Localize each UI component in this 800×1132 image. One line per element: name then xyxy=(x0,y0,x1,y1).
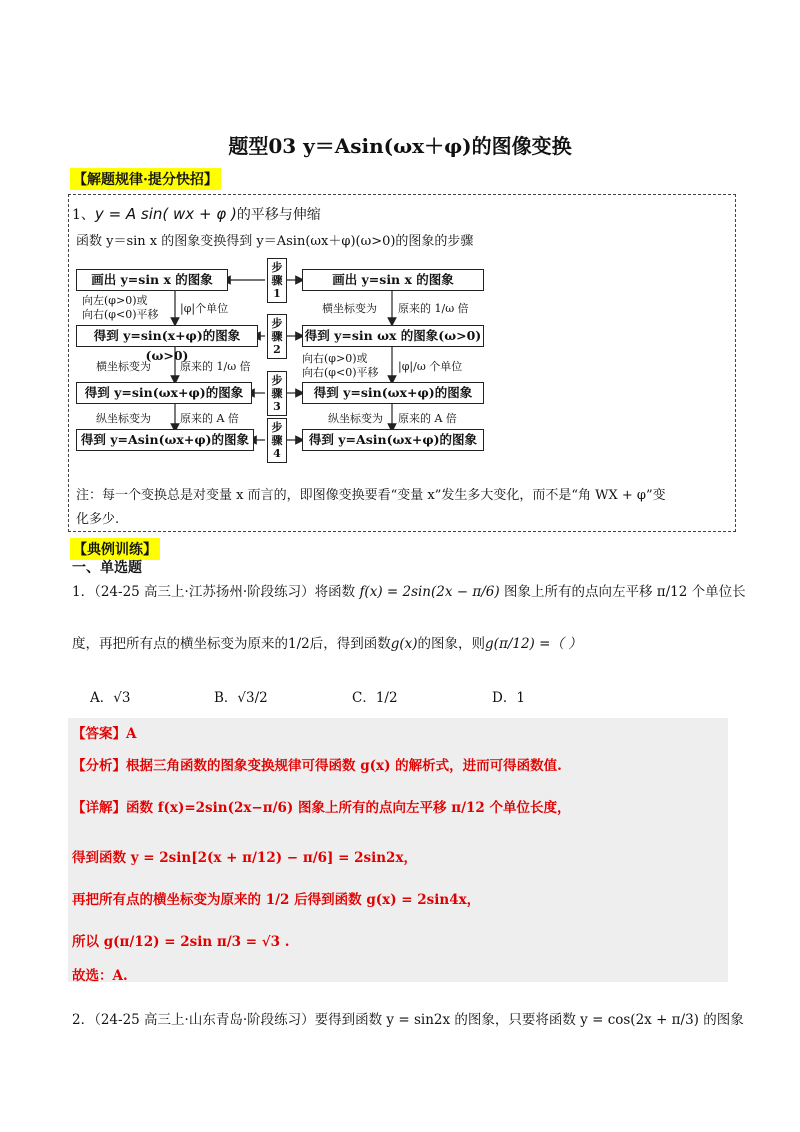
right-arrow3-amount: 原来的 A 倍 xyxy=(398,412,457,425)
left-arrow3-label: 纵坐标变为 xyxy=(96,412,151,425)
detail-line2: 得到函数 y = 2sin[2(x + π/12) − π/6] = 2sin2x， xyxy=(72,850,418,866)
summary-note-line1: 注：每一个变换总是对变量 x 而言的，即图像变换要看“变量 x”发生多大变化，而不是“角 WX + φ”变 xyxy=(76,488,666,503)
detail-line1: 【详解】函数 f(x)=2sin(2x−π/6) 图象上所有的点向左平移 π/12 个单位长度， xyxy=(72,800,571,816)
formula: y = A sin( wx + φ ) xyxy=(94,205,237,223)
q1-option-b[interactable]: B．√3/2 xyxy=(214,690,268,706)
right-arrow2-line2: 向右(φ<0)平移 xyxy=(302,366,379,379)
left-step3-box: 得到 y=sin(ωx+φ)的图象 xyxy=(76,382,252,404)
page-title: 题型03 y＝Asin(ωx＋φ)的图像变换 xyxy=(228,134,572,158)
summary-line2: 函数 y＝sin x 的图象变换得到 y＝Asin(ωx＋φ)(ω>0)的图象的步骤 xyxy=(76,234,474,249)
detail-line3: 再把所有点的横坐标变为原来的 1/2 后得到函数 g(x) = 2sin4x， xyxy=(72,892,481,908)
left-arrow2-label: 横坐标变为 xyxy=(96,360,151,373)
right-step4-box: 得到 y=Asin(ωx+φ)的图象 xyxy=(302,429,484,451)
analysis-line: 【分析】根据三角函数的图象变换规律可得函数 g(x) 的解析式，进而可得函数值. xyxy=(72,758,562,774)
summary-item1: 1、y = A sin( wx + φ )的平移与伸缩 xyxy=(72,205,321,223)
q1-option-a[interactable]: A．√3 xyxy=(90,690,131,706)
q1-line2: 度，再把所有点的横坐标变为原来的1/2后，得到函数g(x)的图象，则g(π/12) =（ ） xyxy=(72,636,582,652)
left-arrow1-line2: 向右(φ<0)平移 xyxy=(82,308,159,321)
left-step4-box: 得到 y=Asin(ωx+φ)的图象 xyxy=(76,429,254,451)
q1-option-c[interactable]: C．1/2 xyxy=(352,690,398,706)
left-step2-box: 得到 y=sin(x+φ)的图象(ω>0) xyxy=(76,325,258,347)
q1-option-d[interactable]: D．1 xyxy=(492,690,525,706)
right-arrow3-label: 纵坐标变为 xyxy=(328,412,383,425)
q1-line1: 1．（24-25 高三上·江苏扬州·阶段练习）将函数 f(x) = 2sin(2x − π/6) 图象上所有的点向左平移 π/12 个单位长 xyxy=(72,584,746,600)
rules-tag: 【解题规律·提分快招】 xyxy=(70,168,221,190)
step3-label: 步骤3 xyxy=(267,371,287,416)
answer-line: 【答案】A xyxy=(72,726,137,742)
summary-note-line2: 化多少. xyxy=(76,512,120,527)
left-arrow1-amount: |φ|个单位 xyxy=(180,302,229,315)
right-step2-box: 得到 y=sin ωx 的图象(ω>0) xyxy=(302,325,484,347)
step4-label: 步骤4 xyxy=(267,418,287,463)
step2-label: 步骤2 xyxy=(267,314,287,359)
right-arrow1-amount: 原来的 1/ω 倍 xyxy=(398,302,469,315)
left-step1-box: 画出 y=sin x 的图象 xyxy=(76,269,228,291)
left-arrow1-line1: 向左(φ>0)或 xyxy=(82,294,148,307)
section-heading: 一、单选题 xyxy=(72,560,142,576)
right-arrow2-amount: |φ|/ω 个单位 xyxy=(398,360,463,373)
right-step1-box: 画出 y=sin x 的图象 xyxy=(302,269,484,291)
left-arrow2-amount: 原来的 1/ω 倍 xyxy=(180,360,251,373)
practice-tag: 【典例训练】 xyxy=(70,538,160,560)
q2-line1: 2．（24-25 高三上·山东青岛·阶段练习）要得到函数 y = sin2x 的图象，只要将函数 y = cos(2x + π/3) 的图象 xyxy=(72,1012,744,1028)
right-step3-box: 得到 y=sin(ωx+φ)的图象 xyxy=(302,382,484,404)
right-arrow2-line1: 向右(φ>0)或 xyxy=(302,352,368,365)
right-arrow1-label: 横坐标变为 xyxy=(322,302,377,315)
step1-label: 步骤1 xyxy=(267,258,287,303)
left-arrow3-amount: 原来的 A 倍 xyxy=(180,412,239,425)
detail-line4: 所以 g(π/12) = 2sin π/3 = √3 . xyxy=(72,934,290,950)
detail-line5: 故选：A. xyxy=(72,968,128,984)
